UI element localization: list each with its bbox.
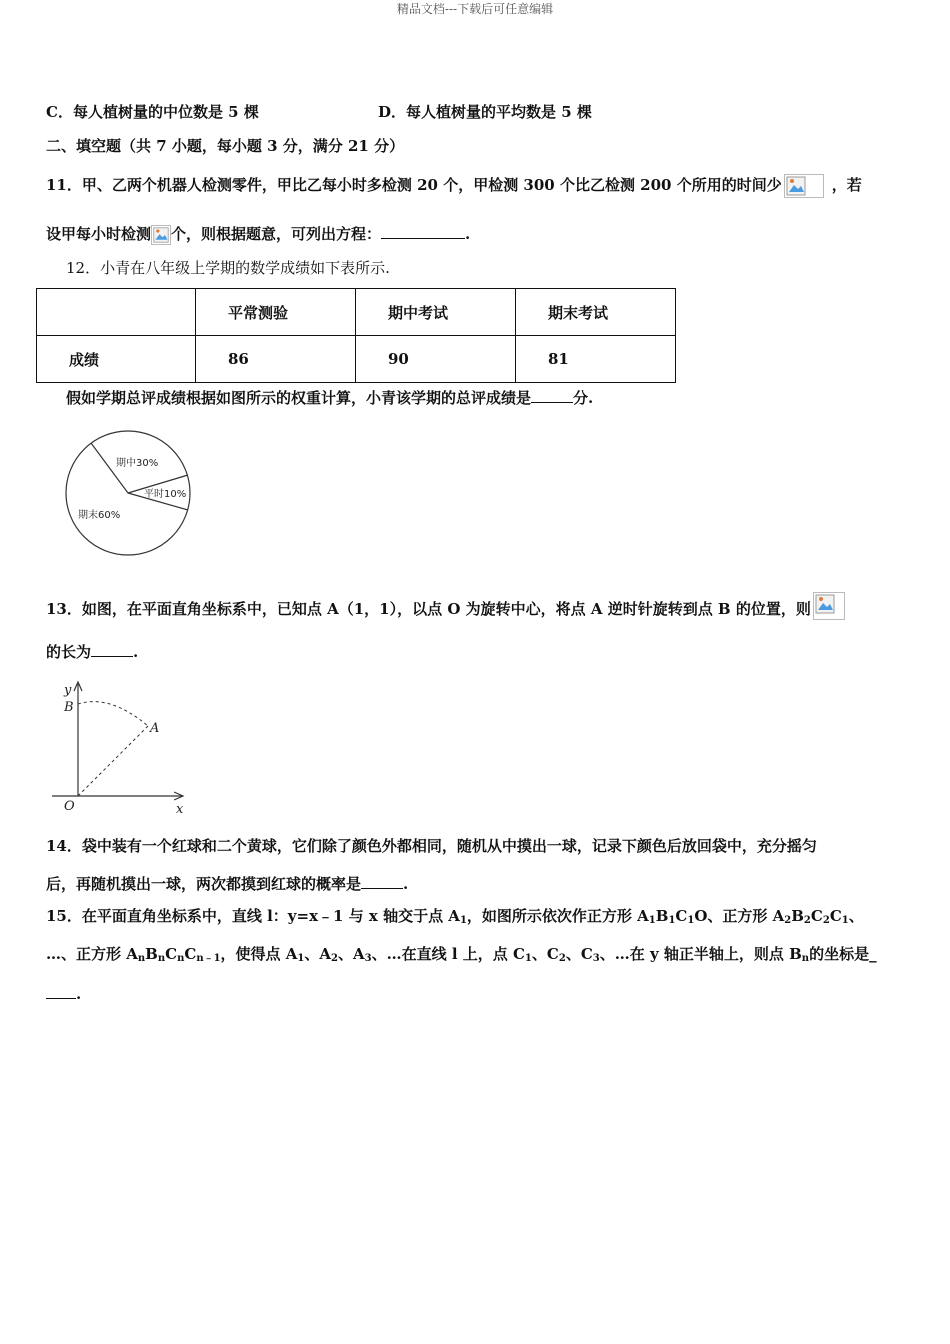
q15-text: 、C [565,945,593,963]
q13-line1 [46,592,845,620]
subscript: 1 [459,915,467,926]
q13-text-b: 的长为 [46,643,92,661]
table-row [37,336,676,383]
label-y: y [64,683,72,698]
q14-line2 [46,874,408,894]
q11-line2 [46,224,470,245]
table-cell: 86 [196,336,356,383]
subscript: 2 [558,953,566,964]
q15-text: 15．在平面直角坐标系中，直线 l：y=x﹣1 与 x 轴交于点 A [46,907,460,925]
answer-blank [361,874,403,889]
table-header-cell: 期末考试 [516,289,676,336]
subscript: 2 [331,953,338,964]
q15-text: 、…在直线 l 上，点 C [371,945,525,963]
table-cell [37,289,196,336]
table-cell: 90 [356,336,516,383]
option-d: D．每人植树量的平均数是 5 棵 [378,103,592,121]
q12-intro: 12．小青在八年级上学期的数学成绩如下表所示. [66,259,390,277]
subscript: 2 [784,915,792,926]
q15-text: . [76,985,82,1003]
subscript: 1 [648,915,656,926]
q11-text-b: ，若 [831,176,862,194]
page-header: 精品文档---下载后可任意编辑 [396,2,554,16]
subscript: 2 [803,915,811,926]
q15-text: B [791,907,804,925]
pie-label-midterm: 期中30% [116,458,159,469]
q15-text: 、A [304,945,332,963]
weight-pie-figure [64,428,198,558]
q15-line3 [46,984,81,1004]
q14-text-b: . [403,875,409,893]
arc-ab [78,702,148,726]
section-heading: 二、填空题（共 7 小题，每小题 3 分，满分 21 分） [46,137,405,155]
pie-label-final: 期末60% [78,510,121,521]
pie-label-regular: 平时10% [144,489,187,500]
q11-text-d: 个，则根据题意，可列出方程： [171,225,382,243]
q15-text: C [165,945,178,963]
q15-text: ，使得点 A [220,945,298,963]
answer-blank [91,642,133,657]
subscript: 1 [841,915,849,926]
subscript: 3 [364,953,372,964]
q11-text-c: 设甲每小时检测 [46,225,152,243]
q11-line1 [46,174,862,198]
subscript: 1 [524,953,532,964]
table-header-row [37,289,676,336]
q15-text: 、 [848,907,864,925]
label-b: B [64,700,74,715]
subscript: n﹣1 [196,953,221,964]
q13-text-c: . [133,643,139,661]
q14-line1: 14．袋中装有一个红球和二个黄球，它们除了颜色外都相同，随机从中摸出一球，记录下颜色后放回袋中，充分摇匀 [46,837,817,855]
label-a: A [150,721,160,736]
q12-question [66,388,593,408]
row-label: 成绩 [37,336,196,383]
q15-text: O、正方形 A [694,907,785,925]
broken-image-icon [813,592,845,620]
table-header-cell: 平常测验 [196,289,356,336]
subscript: n [157,953,166,964]
label-o: O [64,799,75,814]
q15-text: 、…在 y 轴正半轴上，则点 B [599,945,802,963]
subscript: 1 [668,915,676,926]
subscript: 1 [687,915,695,926]
answer-blank [381,224,465,239]
subscript: 3 [592,953,600,964]
q15-text: B [655,907,669,925]
q11-text-e: . [465,225,471,243]
subscript: n [801,953,810,964]
score-table [36,288,676,383]
q15-text: C [184,945,197,963]
q15-line1 [46,906,864,931]
q15-line2 [46,944,877,969]
broken-image-icon [784,174,824,198]
table-header-cell: 期中考试 [356,289,516,336]
q15-text: …、正方形 A [46,945,138,963]
rotation-figure [50,676,190,818]
q15-text: C [829,907,842,925]
q14-text-a: 后，再随机摸出一球，两次都摸到红球的概率是 [46,875,362,893]
subscript: n [137,953,146,964]
q15-text: 、C [531,945,559,963]
q12-text-a: 假如学期总评成绩根据如图所示的权重计算，小青该学期的总评成绩是 [66,389,532,407]
table-cell: 81 [516,336,676,383]
q15-text: B [145,945,158,963]
q15-text: C [675,907,688,925]
q13-text-a: 13．如图，在平面直角坐标系中，已知点 A（1，1），以点 O 为旋转中心，将点 A 逆时针旋转到点 B 的位置，则 [46,600,811,618]
segment-oa [78,726,148,796]
q15-text: ，如图所示依次作正方形 A [466,907,649,925]
q13-line2 [46,642,138,662]
subscript: 1 [297,953,305,964]
q15-text: 、A [338,945,365,963]
option-c: C．每人植树量的中位数是 5 棵 [46,103,259,121]
answer-blank [531,388,573,403]
answer-blank [46,984,76,999]
q15-text: 的坐标是_ [809,945,877,963]
subscript: 2 [822,915,830,926]
label-x: x [176,802,184,817]
q12-text-b: 分. [573,389,594,407]
subscript: n [177,953,185,964]
q15-text: C [810,907,823,925]
broken-image-icon [151,225,171,245]
q11-text-a: 11．甲、乙两个机器人检测零件，甲比乙每小时多检测 20 个，甲检测 300 个比乙检测 200 个所用的时间少 [46,176,782,194]
